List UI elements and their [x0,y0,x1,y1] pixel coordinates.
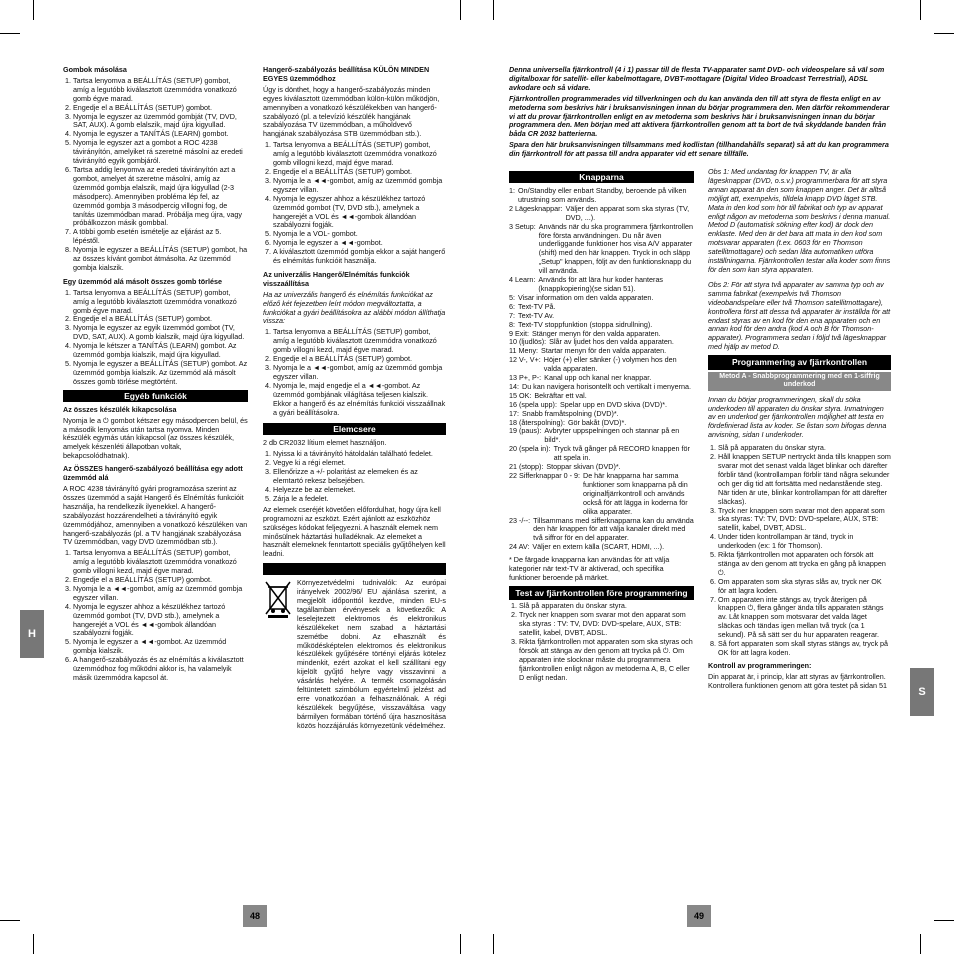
battery-steps [263,450,446,503]
list-item: 2. Engedje el a BEÁLLÍTÁS (SETUP) gombot. [73,315,248,324]
separate-volume-steps [263,141,446,266]
key-row [509,427,694,445]
key-description: On/Standby eller enbart Standby, beroende på vilken utrustning som används. [518,186,687,204]
list-item: 8. Så fort apparaten som skall styras stängs av, tryck på OK för att lagra koden. [718,640,891,658]
key-label: 11 Meny: [509,346,539,356]
key-row [509,187,694,205]
crop-mark [0,33,20,34]
other-functions-bar: Egyéb funkciók [63,390,248,402]
list-item: 1. Tartsa lenyomva a BEÁLLÍTÁS (SETUP) gombot, amíg a legutóbb kiválasztott üzemmódra vonatkozó gomb villogni kezd, majd égve marad. [73,549,248,576]
crop-mark [493,0,494,20]
list-item: 3. Nyomja le a ◄◄-gombot, amíg az üzemmód gombja egyszer villan. [73,585,248,603]
list-item: 3. Rikta fjärrkontrollen mot apparaten som ska styras och försök att stänga av den genom att trycka på ⏻. Om apparaten inte slocknar måste du programmera fjärrkontrollen enligt någon av metoderna A, B, C eller D enligt nedan. [519,638,694,683]
key-description: Startar menyn för den valda apparaten. [541,346,667,356]
method-a-bar: Metod A - Snabbprogrammering med en 1-siffrig underkod [708,372,891,391]
key-label: 19 (paus): [509,426,542,436]
environment-text: Környezetvédelmi tudnivalók: Az európai irányelvek 2002/96/ EU ajánlása szerint, a megjelölt időponttól kezdve, minden EU-s tagállamban érvényesek a következők: A leselejtezett elektromos és elektronikus készülékeket nem szabad a háztartási szemétbe dobni. Az elhasznált és működésképtelen elektromos és elektronikus készülékek gyűjtésére történyi eljárás kötelez mindenkit, ezért azokat el kell szállítani egy kijelölt gyűjtő helyre vagy visszavinni a vásárlás helyére. A termék csomagolásán feltüntetett szimbólum egyértelmű jelzést ad erre vonatkozóan a felhasználónak. A régi készülékek begyűjtése, visszaváltása vagy bármilyen formában történő újra hasznosítása közös hozzájárulás környezetünk védelméhez. [297,578,446,730]
test-bar: Test av fjärrkontrollen före programmering [509,586,694,601]
key-description: Kanal upp och kanal ner knappar. [544,373,652,383]
obs-1: Obs 1: Med undantag för knappen TV, är alla lägesknappar (DVD, o.s.v.) programmerbara för att styra annan apparat än den som knappen anger. Det är alltså möjligt att, exempelvis, tilldela knapp DVD läget STB. Mata in den kod som hör till fabrikat och typ av apparat enligt någon av metoderna som beskrivs i denna manual. Metod D (automatisk sökning efter kod) är dock den enklaste. Med den är det bara att mata in den kod som motsvarar apparaten (t.ex. 0603 för en Thomson satellitmottagare) och sedan låta automatiken utföra inställningarna. Fjärrkontrollen testar alla koder som finns för den som kan styra apparaten. [708,167,891,274]
key-label: 17: [509,408,519,418]
key-label: 20 (spela in): [509,444,551,454]
key-description: Gör bakåt (DVD)*. [567,417,627,427]
environment-bar [263,563,446,575]
list-item: 3. Nyomja le egyszer az egyik üzemmód gombot (TV, DVD, SAT, AUX). A gomb kialszik, majd újra kigyullad. [73,324,248,342]
key-label: 8: [509,319,515,329]
intro-text-1: Denna universella fjärrkontroll (4 i 1) passar till de flesta TV-apparater samt DVD- och videospelare så väl som digitalboxar för satellit- eller kabelmottagare, DVBT-mottagare (Digital Video Broadcast Terrestrial), ADSL avkodare och så vidare. [509,65,885,92]
separate-volume-text: Úgy is dönthet, hogy a hangerő-szabályozás minden egyes kiválasztott üzemmódban külön-külön működjön, amennyiben a vonatkozó készülékekben van hangerő-szabályozó (pl. a televízió készülék hangjának szabályozása TV üzemmódban, a műholdvevő hangjának szabályozása STB üzemmódban stb.). [263,84,440,139]
key-label: 5: [509,292,515,302]
list-item: 1. Slå på apparaten du önskar styra. [718,444,891,453]
list-item: 5. Nyomja le a VOL- gombot. [273,230,446,239]
list-item: 4. Helyezze be az elemeket. [273,486,446,495]
erase-steps [63,289,248,387]
universal-reset-intro: Ha az univerzális hangerő és elnémítás funkciókat az előző két fejezetben leírt módon megváltoztatta, a funkciókat a gyári beállításokra az alábbi módon állíthatja vissza: [263,289,446,326]
key-label: 16 (spela upp): [509,399,557,409]
list-item: 1. Tartsa lenyomva a BEÁLLÍTÁS (SETUP) gombot, amíg a legutóbb kiválasztott üzemmódra vonatkozó gomb villogni kezd, majd égve marad. [273,141,446,168]
page-number-left: 48 [243,905,267,927]
key-description: Används när du ska programmera fjärrkontrollen före första användningen. Du når även underliggande funktioner hos visa A/V apparater (shift) med den här knappen. Tryck in och släpp „Setup" knappen, följt av den funktionsknapp du vill använda. [538,221,693,276]
key-description: Text-TV På. [518,301,556,311]
list-item: 5. Nyomja le egyszer azt a gombot a ROC 4238 távirányítón, amelyiket rá szeretné másolni az eredeti távirányító egyik gombjáról. [73,139,248,166]
list-item: 7. A kiválasztott üzemmód gombja ekkor a saját hangerő és elnémítás funkcióit használja. [273,248,446,266]
list-item: 4. Nyomja le, majd engedje el a ◄◄-gombot. Az üzemmód gombjának világítása teljesen kialszik. Ekkor a hangerő és az elnémítás funkciói visszaállnak a gyári beállításokra. [273,382,446,418]
key-row [509,205,694,223]
crop-mark [460,0,461,20]
programming-bar: Programmering av fjärrkontrollen [708,355,891,370]
all-off-text: Nyomja le a ⏻ gombot kétszer egy másodpercen belül, és a második lenyomás után tartsa nyomva. Minden készülék egymás után kikapcsol (az összes készülék, amelyek készenléti állapotban voltak, bekapcsolódhatnak). [63,415,248,461]
erase-heading: Egy üzemmód alá másolt összes gomb törlése [63,276,222,286]
environment-block [263,579,446,732]
list-item: 2. Håll knappen SETUP nertryckt ända tills knappen som svarar mot det senast valda läget blinkar och därefter förblir tänd (kontrollampan förblir tänd några sekunder och ger dig tid att fortsätta med nedanstående steg. När tiden är ute, blinkar kontrollampan för att därefter släckas). [718,453,891,506]
column-4 [708,168,891,693]
key-row [509,472,694,517]
list-item: 1. Slå på apparaten du önskar styra. [519,602,694,611]
list-item: 7. Om apparaten inte stängs av, tryck återigen på knappen ⏻, flera gånger ända tills apparaten stängs av. Låt knappen som motsvarar det valda läget släckas och tändas igen mellan två tryck (ca 1 sekund). På så sätt ser du hur apparaten reagerar. [718,596,891,641]
crop-mark [493,934,494,954]
battery-text: 2 db CR2032 lítium elemet használjon. [263,438,387,448]
control-text: Din apparat är, i princip, klar att styras av fjärrkontrollen. Kontrollera funktionen genom att göra testet på sidan 51 [708,671,888,690]
list-item: 7. A többi gomb esetén ismételje az eljárást az 5. lépéstől. [73,228,248,246]
list-item: 1. Tartsa lenyomva a BEÁLLÍTÁS (SETUP) gombot, amíg a legutóbb kiválasztott üzemmódra vonatkozó gomb égve marad. [73,77,248,104]
key-description: Väljer den apparat som ska styras (TV, DVD, ...). [565,203,690,222]
list-item: 3. Nyomja le a ◄◄-gombot, amíg az üzemmód gombja egyszer villan. [273,364,446,382]
key-label: 2 Lägesknappar: [509,203,563,213]
crop-mark [920,934,921,954]
key-description: Text-TV stoppfunktion (stoppa sidrullning). [518,319,653,329]
key-label: 3 Setup: [509,221,536,231]
list-item: 4. Nyomja le egyszer a TANÍTÁS (LEARN) gombot. [73,130,248,139]
vol-all-heading: Az ÖSSZES hangerő-szabályozó beállítása egy adott üzemmód alá [63,464,243,483]
wheelie-bin-icon [263,579,293,619]
list-item: 5. Nyomja le egyszer a ◄◄-gombot. Az üzemmód gombja kialszik. [73,638,248,656]
list-item: 1. Tartsa lenyomva a BEÁLLÍTÁS (SETUP) gombot, amíg a legutóbb kiválasztott üzemmódra vonatkozó gomb villogni kezd, majd égve marad. [273,328,446,355]
key-description: Visar information om den valda apparaten. [518,292,654,302]
key-description: Används för att lära hur koder hanteras (knappkopiering)(se sidan 51). [538,275,664,293]
list-item: 2. Engedje el a BEÁLLÍTÁS (SETUP) gombot. [73,576,248,585]
list-item: 3. Nyomja le egyszer az üzemmód gombját (TV, DVD, SAT, AUX). A gomb elalszik, majd újra kigyullad. [73,113,248,131]
column-3 [509,66,891,161]
column-1 [63,66,248,685]
key-description: Höjer (+) eller sänker (-) volymen hos den valda apparaten. [543,355,677,374]
obs-2: Obs 2: För att styra två apparater av samma typ och av samma fabrikat (exempelvis två Thomson videobandspelare eller två Thomson satellitmottagare), kontrollera först att dessa två apparater är inställda för att endast styras av en kod för den ena apparaten och en annan kod för den andra (kod A och B för Thomson-apparater). Programmera sedan i följd två lägesknappar med hjälp av metod D. [708,279,891,352]
all-off-heading: Az összes készülék kikapcsolása [63,404,177,414]
intro-text-3: Spara den här bruksanvisningen tillsammans med kodlistan (tillhandahålls separat) så att du kan programmera din fjärrkontroll för att passa till andra apparater vid ett senare tillfälle. [509,140,889,159]
copy-heading: Gombok másolása [63,65,127,74]
key-label: 10 (ljudlös): [509,337,547,347]
key-label: 1: [509,186,515,195]
list-item: 2. Tryck ner knappen som svarar mot den apparat som ska styras : TV: TV, DVD: DVD-spelare, AUX, STB: satellit, kabel, DVBT, ADSL. [519,611,694,638]
list-item: 2. Engedje el a BEÁLLÍTÁS (SETUP) gombot. [73,104,248,113]
key-description: Stoppar skivan (DVD)*. [546,462,621,472]
keys-note: * De färgade knapparna kan användas för att välja kategorier när text-TV är aktiverad, och specifika funktioner beroende på märket. [509,555,670,582]
list-item: 1. Nyissa ki a távirányító hátoldalán található fedelet. [273,450,446,459]
key-description: Tryck två gånger på RECORD knappen för att spela in. [553,444,690,463]
column-2 [263,66,446,733]
universal-reset-steps [263,328,446,417]
key-description: Text-TV Av. [518,310,555,320]
universal-reset-heading: Az univerzális Hangerő/Elnémítás funkciók visszaállítása [263,269,410,288]
key-label: 14: [509,381,519,391]
list-item: 6. Nyomja le egyszer a ◄◄-gombot. [273,239,446,248]
key-label: 21 (stopp): [509,462,544,472]
column-3-lower [509,168,694,685]
list-item: 4. Under tiden kontrollampan är tänd, tryck in underkoden (ex: 1 för Thomson). [718,533,891,551]
list-item: 3. Nyomja le a ◄◄-gombot, amíg az üzemmód gombja egyszer villan. [273,177,446,195]
key-description: Tillsammans med sifferknapparna kan du använda den här knappen för att välja kanaler direkt med två siffror för en del apparater. [533,515,694,543]
method-steps [708,444,891,658]
key-description: Du kan navigera horisontellt och vertikalt i menyerna. [522,381,691,391]
intro-text-2: Fjärrkontrollen programmerades vid tillverkningen och du kan använda den till att styra de flesta enligt en av metoderna som beskrivs här i bruksanvisningen innan du börjar programmera den. Men därför rekommenderar vi att du provar fjärrkontrollen enligt en av metoderna som beskrivs här i bruksanvisningen innan du börjar programmera den. Men början med att aktivera fjärrkontrollen genom att ta bort de två skyddande banden från båda CR 2032 batterierna. [509,93,890,139]
key-description: Avbryter uppspelningen och stannar på en bild*. [544,426,680,445]
key-label: 15 OK: [509,390,532,400]
key-label: 12 V-, V+: [509,355,541,365]
crop-mark [33,934,34,954]
key-row [509,276,694,294]
crop-mark [33,0,34,20]
key-row [509,445,694,463]
list-item: 4. Nyomja le kétszer a TANÍTÁS (LEARN) gombot. Az üzemmód gombja kialszik, majd újra kigyullad. [73,342,248,360]
test-steps [509,602,694,682]
list-item: 6. Om apparaten som ska styras slås av, tryck ner OK för att lagra koden. [718,578,891,596]
list-item: 4. Nyomja le egyszer ahhoz a készülékhez tartozó üzemmód gombot (TV, DVD stb.), amelynek a hangerejét a VOL és ◄◄-gombok állandóan szabályozni fogják. [73,603,248,639]
list-item: 5. Rikta fjärrkontrollen mot apparaten och försök att stänga av den genom att trycka en gång på knappen ⏻. [718,551,891,578]
separate-volume-heading: Hangerő-szabályozás beállítása KÜLÖN MINDEN EGYES üzemmódhoz [263,65,430,83]
key-description: Snabb framåtspolning (DVD)*. [522,408,619,418]
vol-all-steps [63,549,248,683]
crop-mark [0,920,20,921]
copy-steps [63,77,248,273]
list-item: 2. Engedje el a BEÁLLÍTÁS (SETUP) gombot. [273,168,446,177]
list-item: 1. Tartsa lenyomva a BEÁLLÍTÁS (SETUP) gombot, amíg a legutóbb kiválasztott üzemmódra vonatkozó gomb égve marad. [73,289,248,316]
list-item: 2. Vegye ki a régi elemet. [273,459,446,468]
key-description: Spelar upp en DVD skiva (DVD)*. [559,399,668,409]
list-item: 6. A hangerő-szabályozás és az elnémítás a kiválasztott üzemmódhoz fog működni akkor is, ha valamelyik másik üzemmódra kapcsol át. [73,656,248,683]
key-label: 22 Sifferknappar 0 - 9: [509,471,580,480]
key-label: 18 (återspolning): [509,417,565,427]
key-label: 7: [509,310,515,320]
list-item: 4. Nyomja le egyszer ahhoz a készülékhez tartozó üzemmód gombot (TV, DVD stb.), amelynek a hangerejét a VOL és ◄◄-gombok állandóan szabályozni fogják. [273,195,446,231]
key-label: 23 -/--: [509,515,531,525]
key-label: 13 P+, P-: [509,373,542,383]
key-label: 9 Exit: [509,328,529,338]
key-label: 24 AV: [509,542,530,552]
key-row [509,517,694,544]
vol-all-text: A ROC 4238 távirányító gyári programozása szerint az összes üzemmód a saját Hangerő és Elnémítás funkcióit használja, ha rendelkezik ilyenekkel. A hangerő-szabályozást hozzárendelheti a távirányító egyik üzemmódjához, amennyiben a vonatkozó készüléken van hangerő-szabályozás (pl. a TV hangjának szabályozása TV üzemmódban, vagy DVD üzemmódban stb.). [63,483,248,547]
control-heading: Kontroll av programmeringen: [708,660,812,670]
list-item: 5. Nyomja le egyszer a BEÁLLÍTÁS (SETUP) gombot. Az üzemmód gombja kialszik. Az üzemmód alá másolt összes gomb törlése megtörtént. [73,360,248,387]
key-row [509,356,694,374]
key-description: De här knapparna har samma funktioner som knapparna på din originalfjärrkontroll och används också för att lägga in koderna för olika apparater. [583,471,688,516]
list-item: 3. Ellenőrizze a +/- polaritást az elemeken és az elemtartó rekesz belsejében. [273,468,446,486]
list-item: 6. Tartsa addig lenyomva az eredeti távirányítón azt a gombot, amelyet át szeretne másolni, amíg az üzemmód gombja elalszik, majd újra kigyullad (2-3 másodperc). Amennyiben probléma lép fel, az üzemmód gombja 3 másodpercig villogni fog, de tanítás üzemmódban marad. Próbálja meg újra, vagy próbálkozzon másik gombbal. [73,166,248,228]
keys-bar: Knapparna [509,171,694,183]
battery-note: Az elemek cseréjét követően előfordulhat, hogy újra kell programozni az eszközt. Ezért ajánlott az eszközhöz szükséges kódokat feljegyezni. A használt elemek nem minősülnek háztartási hulladéknak. Az elemeket a használt elemeknek fenntartott speciális gyűjtőhelyen kell leadni. [263,504,446,559]
keys-list [509,187,694,552]
language-tab-swedish: S [910,668,934,716]
crop-mark [934,33,954,34]
page-number-right: 49 [687,905,711,927]
key-description: Stänger menyn för den valda apparaten. [531,328,661,338]
key-label: 4 Learn: [509,275,536,285]
method-intro: Innan du börjar programmeringen, skall du söka underkoden till apparaten du önskar styra. Inmatningen av en underkod ger fjärrkontrollen möjlighet att testa en fördefinierad lista av koder. Se listan som bifogas denna anvisning, sidan I underkoder. [708,394,887,440]
battery-bar: Elemcsere [263,423,446,435]
language-tab-hungarian: H [20,610,44,658]
key-row [509,223,694,276]
crop-mark [934,920,954,921]
key-row [509,543,694,552]
key-description: Väljer en extern källa (SCART, HDMI, ...). [532,542,665,552]
list-item: 3. Tryck ner knappen som svarar mot den apparat som ska styras: TV: TV, DVD: DVD-spelare, AUX, STB: satellit, kabel, DVBT, ADSL. [718,507,891,534]
key-description: Slår av ljudet hos den valda apparaten. [549,337,674,347]
list-item: 8. Nyomja le egyszer a BEÁLLÍTÁS (SETUP) gombot, ha az összes kívánt gombot átmásolta. Az üzemmód gombja kialszik. [73,246,248,273]
list-item: 5. Zárja le a fedelet. [273,495,446,504]
list-item: 2. Engedje el a BEÁLLÍTÁS (SETUP) gombot. [273,355,446,364]
crop-mark [460,934,461,954]
key-label: 6: [509,301,515,311]
key-description: Bekräftar ett val. [534,390,587,400]
crop-mark [920,0,921,20]
